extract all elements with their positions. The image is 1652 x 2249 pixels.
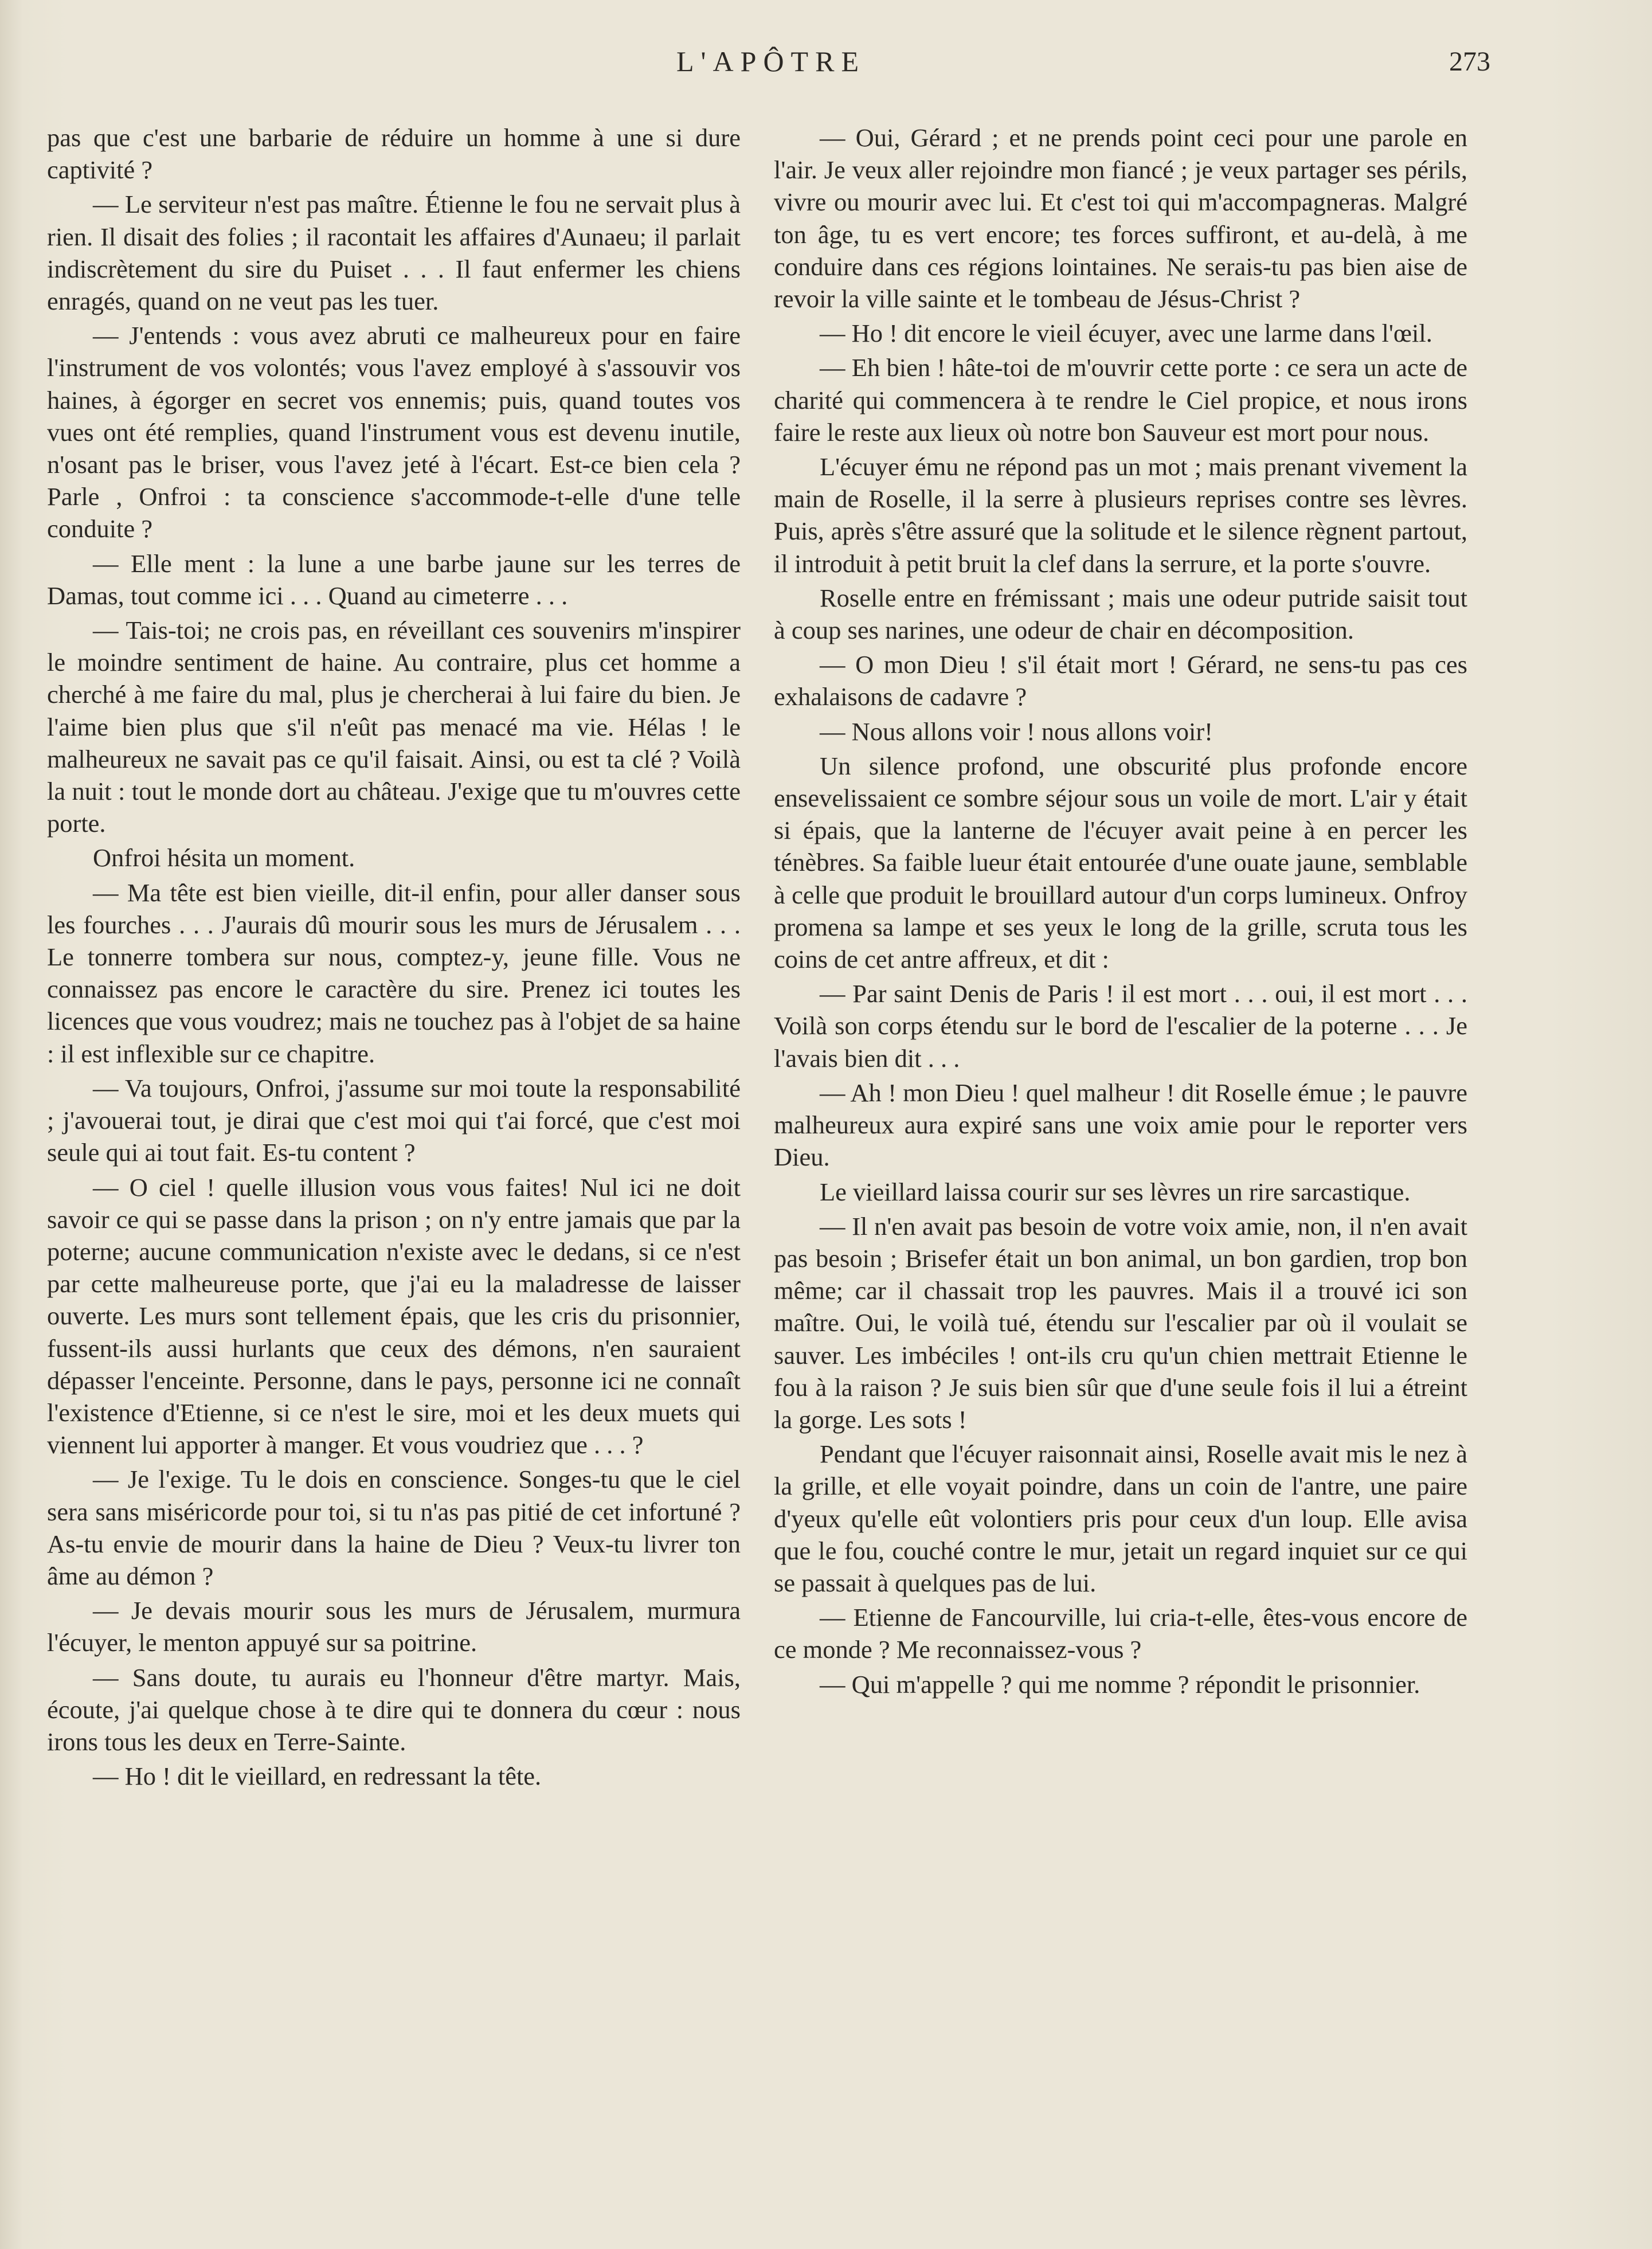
paragraph: — Ho ! dit le vieillard, en redressant la tête. — [93, 1762, 542, 1791]
paragraph: — O ciel ! quelle illusion vous vous faites! Nul ici ne doit savoir ce qui se passe dans la prison ; on n'y entre jamais que par la poterne; aucune communication n'existe avec le dedans, si ce n'est par cette malheureuse porte, que j'ai eu la maladresse de laisser ouverte. Les murs sont tellement épais, que les cris du prisonnier, fussent-ils aussi hurlants que ceux des démons, n'en sauraient dépasser l'enceinte. Personne, dans le pays, personne ici ne connaît l'existence d'Etienne, si ce n'est le sire, moi et les deux muets qui viennent lui apporter à manger. Et vous voudriez que . . . ? — [47, 1172, 741, 1460]
right-column — [774, 122, 1467, 1703]
paragraph: — Ma tête est bien vieille, dit-il enfin, pour aller danser sous les fourches . . . J'aurais dû mourir sous les murs de Jérusalem . . . Le tonnerre tombera sur nous, comptez-y, jeune fille. Vous ne connaissez pas encore le caractère du sire. Prenez ici toutes les licences que vous voudrez; mais ne touchez pas à l'objet de sa haine : il est inflexible sur ce chapitre. — [47, 878, 741, 1068]
paragraph: Pendant que l'écuyer raisonnait ainsi, Roselle avait mis le nez à la grille, et elle voyait poindre, dans un coin de l'antre, une paire d'yeux qu'elle eût volontiers pris pour ceux d'un loup. Elle avisa que le fou, couché contre le mur, jetait un regard inquiet sur ce qui se passait à quelques pas de lui. — [774, 1440, 1467, 1597]
paragraph: pas que c'est une barbarie de réduire un homme à une si dure captivité ? — [47, 123, 741, 185]
paragraph: — Qui m'appelle ? qui me nomme ? répondit le prisonnier. — [820, 1669, 1420, 1699]
paragraph: — Eh bien ! hâte-toi de m'ouvrir cette porte : ce sera un acte de charité qui commencera à te rendre le Ciel propice, et nous irons faire le reste aux lieux où notre bon Sauveur est mort pour nous. — [774, 353, 1467, 447]
paragraph: — Oui, Gérard ; et ne prends point ceci pour une parole en l'air. Je veux aller rejoindre mon fiancé ; je veux partager ses périls, vivre ou mourir avec lui. Et c'est toi qui m'accompagneras. Malgré ton âge, tu es vert encore; tes forces suffiront, et au-delà, à me conduire dans ces régions lointaines. Ne serais-tu pas bien aise de revoir la ville sainte et le tombeau de Jésus-Christ ? — [774, 123, 1467, 314]
paragraph: Le vieillard laissa courir sur ses lèvres un rire sarcastique. — [820, 1177, 1411, 1206]
page-header — [52, 45, 1490, 85]
paragraph: — Ah ! mon Dieu ! quel malheur ! dit Roselle émue ; le pauvre malheureux aura expiré sans une voix amie pour le reporter vers Dieu. — [774, 1078, 1467, 1172]
paragraph: Onfroi hésita un moment. — [93, 843, 355, 873]
left-column — [47, 122, 741, 1794]
paragraph: — Le serviteur n'est pas maître. Étienne le fou ne servait plus à rien. Il disait des folies ; il racontait les affaires d'Aunaeu; il parlait indiscrètement du sire du Puiset . . . Il faut enfermer les chiens enragés, quand on ne veut pas les tuer. — [47, 190, 741, 316]
paragraph: — Tais-toi; ne crois pas, en réveillant ces souvenirs m'inspirer le moindre sentiment de haine. Au contraire, plus cet homme a cherché à me faire du mal, plus je chercherai à lui faire du bien. Je l'aime bien plus que s'il n'eût pas menacé ma vie. Hélas ! le malheureux ne savait pas ce qu'il faisait. Ainsi, ou est ta clé ? Voilà la nuit : tout le monde dort au château. J'exige que tu m'ouvres cette porte. — [47, 616, 741, 838]
paragraph: — Il n'en avait pas besoin de votre voix amie, non, il n'en avait pas besoin ; Brisefer était un bon animal, un bon gardien, trop bon même; car il chassait trop les pauvres. Mais il a trouvé ici son maître. Oui, le voilà tué, étendu sur l'escalier par où il voulait se sauver. Les imbéciles ! ont-ils cru qu'un chien mettrait Etienne le fou à la raison ? Je suis bien sûr que d'une seule fois il lui a étreint la gorge. Les sots ! — [774, 1211, 1467, 1434]
paragraph: — Ho ! dit encore le vieil écuyer, avec une larme dans l'œil. — [820, 319, 1432, 348]
paragraph: — Elle ment : la lune a une barbe jaune sur les terres de Damas, tout comme ici . . . Quand au cimeterre . . . — [47, 549, 741, 610]
running-title: L'APÔTRE — [676, 45, 866, 77]
paragraph: — J'entends : vous avez abruti ce malheureux pour en faire l'instrument de vos volontés; vous l'avez employé à s'assouvir vos haines, à égorger en secret vos ennemis; puis, quand toutes vos vues ont été remplies, quand l'instrument vous est devenu inutile, n'osant pas le briser, vous l'avez jeté à l'écart. Est-ce bien cela ? Parle , Onfroi : ta conscience s'accommode-t-elle d'une telle conduite ? — [47, 321, 741, 543]
page-number: 273 — [1449, 46, 1490, 77]
paragraph: — Etienne de Fancourville, lui cria-t-elle, êtes-vous encore de ce monde ? Me reconnaissez-vous ? — [774, 1603, 1467, 1664]
paragraph: — Sans doute, tu aurais eu l'honneur d'être martyr. Mais, écoute, j'ai quelque chose à te dire qui te donnera du cœur : nous irons tous les deux en Terre-Sainte. — [47, 1663, 741, 1756]
paragraph: — Nous allons voir ! nous allons voir! — [820, 717, 1213, 746]
paragraph: — Par saint Denis de Paris ! il est mort . . . oui, il est mort . . . Voilà son corps étendu sur le bord de l'escalier de la poterne . . . Je l'avais bien dit . . . — [774, 979, 1467, 1073]
paragraph: L'écuyer ému ne répond pas un mot ; mais prenant vivement la main de Roselle, il la serre à plusieurs reprises contre ses lèvres. Puis, après s'être assuré que la solitude et le silence règnent partout, il introduit à petit bruit la clef dans la serrure, et la porte s'ouvre. — [774, 452, 1467, 578]
paragraph: — Va toujours, Onfroi, j'assume sur moi toute la responsabilité ; j'avouerai tout, je dirai que c'est moi qui t'ai forcé, que c'est moi seule qui ai tout fait. Es-tu content ? — [47, 1073, 741, 1167]
paragraph: Un silence profond, une obscurité plus profonde encore ensevelissaient ce sombre séjour sous un voile de mort. L'air y était si épais, que la lanterne de l'écuyer avait peine à en percer les ténèbres. Sa faible lueur était entourée d'une ouate jaune, semblable à celle que produit le brouillard autour d'un corps lumineux. Onfroy promena sa lampe et ses yeux le long de la grille, scruta tous les coins de cet antre affreux, et dit : — [774, 751, 1467, 974]
paragraph: — O mon Dieu ! s'il était mort ! Gérard, ne sens-tu pas ces exhalaisons de cadavre ? — [774, 650, 1467, 711]
paragraph: — Je l'exige. Tu le dois en conscience. Songes-tu que le ciel sera sans miséricorde pour toi, si tu n'as pas pitié de cet infortuné ? As-tu envie de mourir dans la haine de Dieu ? Veux-tu livrer ton âme au démon ? — [47, 1465, 741, 1590]
paragraph: — Je devais mourir sous les murs de Jérusalem, murmura l'écuyer, le menton appuyé sur sa poitrine. — [47, 1596, 741, 1657]
paragraph: Roselle entre en frémissant ; mais une odeur putride saisit tout à coup ses narines, une odeur de chair en décomposition. — [774, 583, 1467, 645]
